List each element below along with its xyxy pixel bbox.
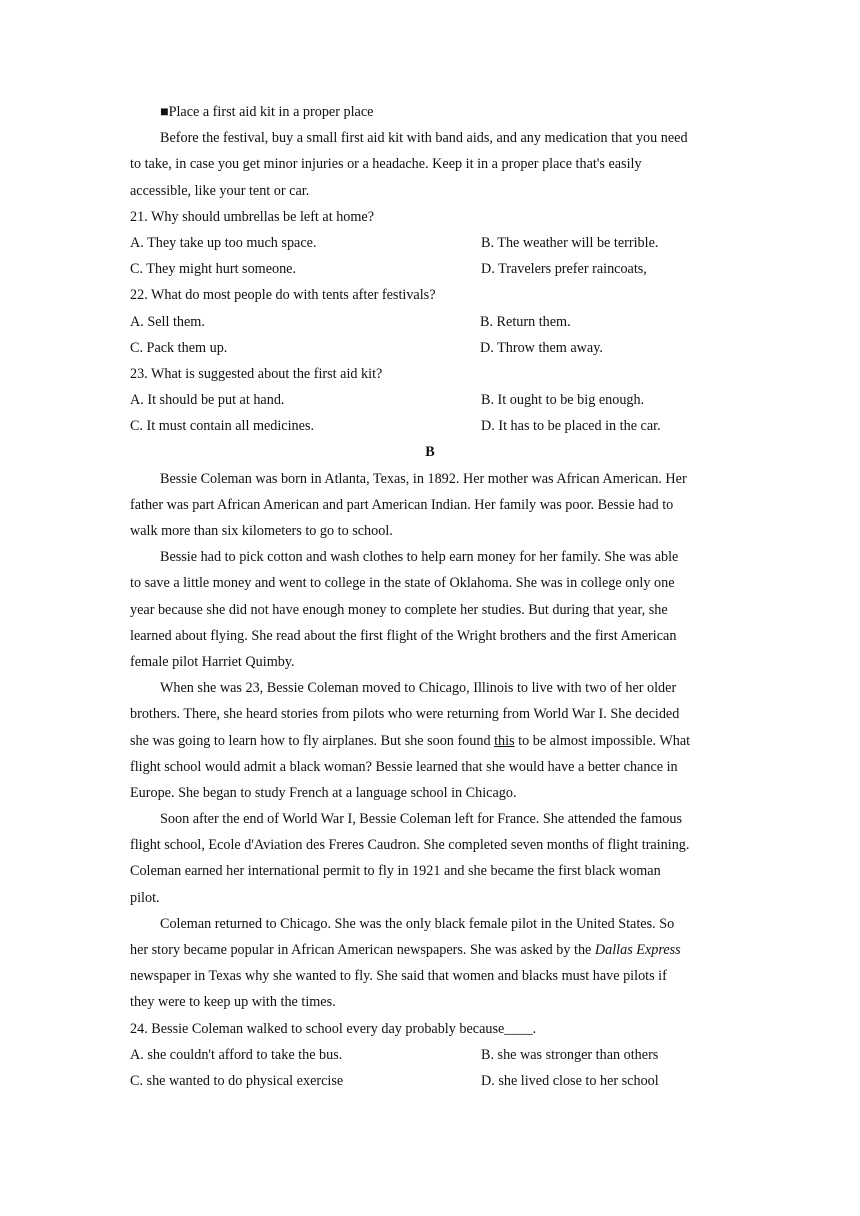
option-d: D. It has to be placed in the car. <box>481 418 661 435</box>
passage-line: they were to keep up with the times. <box>130 994 336 1011</box>
question-21-stem: 21. Why should umbrellas be left at home? <box>130 208 375 225</box>
question-22-options-row-2 <box>130 335 730 361</box>
passage-line: brothers. There, she heard stories from pilots who were returning from World War I. She decided <box>130 706 680 723</box>
option-c: C. she wanted to do physical exercise <box>130 1072 344 1089</box>
question-23-options-row-2 <box>130 413 730 439</box>
passage-line: flight school, Ecole d'Aviation des Freres Caudron. She completed seven months of flight training. <box>130 837 690 854</box>
option-a: A. It should be put at hand. <box>130 392 285 409</box>
passage-line: Bessie Coleman was born in Atlanta, Texas, in 1892. Her mother was African American. Her <box>160 470 687 487</box>
question-22-options-row-1 <box>130 309 730 335</box>
passage-line: to save a little money and went to college in the state of Oklahoma. She was in college only one <box>130 575 675 592</box>
question-21-options-row-1 <box>130 230 730 256</box>
passage-text: she was going to learn how to fly airplanes. But she soon found <box>130 732 495 749</box>
option-d: D. Throw them away. <box>480 339 603 356</box>
question-21-options-row-2 <box>130 256 730 282</box>
option-a: A. Sell them. <box>130 313 205 330</box>
tip-paragraph-line: to take, in case you get minor injuries or a headache. Keep it in a proper place that's easily <box>130 156 642 173</box>
option-a: A. she couldn't afford to take the bus. <box>130 1046 343 1063</box>
question-24-options-row-1 <box>130 1042 730 1068</box>
passage-line: Coleman returned to Chicago. She was the only black female pilot in the United States. So <box>160 915 675 932</box>
question-24-stem: 24. Bessie Coleman walked to school every day probably because____. <box>130 1020 537 1037</box>
passage-line: When she was 23, Bessie Coleman moved to Chicago, Illinois to live with two of her older <box>160 680 677 697</box>
passage-line-with-underline <box>130 728 730 754</box>
tip-paragraph-line: accessible, like your tent or car. <box>130 182 310 199</box>
question-24-options-row-2 <box>130 1068 730 1094</box>
option-d: D. she lived close to her school <box>481 1072 659 1089</box>
newspaper-title: Dallas Express <box>594 942 681 958</box>
passage-line-with-italic <box>130 937 730 963</box>
tip-paragraph-line: Before the festival, buy a small first aid kit with band aids, and any medication that you need <box>160 130 688 147</box>
document-page <box>130 99 730 1094</box>
question-22-stem: 22. What do most people do with tents after festivals? <box>130 287 436 304</box>
passage-line: year because she did not have enough money to complete her studies. But during that year, she <box>130 601 668 618</box>
option-b: B. Return them. <box>480 313 571 330</box>
option-d: D. Travelers prefer raincoats, <box>481 261 647 278</box>
passage-line: female pilot Harriet Quimby. <box>130 653 295 670</box>
passage-line: Soon after the end of World War I, Bessie Coleman left for France. She attended the famous <box>160 811 682 828</box>
option-b: B. It ought to be big enough. <box>481 392 645 409</box>
passage-line: learned about flying. She read about the first flight of the Wright brothers and the first American <box>130 627 677 644</box>
passage-line: newspaper in Texas why she wanted to fly. She said that women and blacks must have pilots if <box>130 968 667 985</box>
question-23-stem: 23. What is suggested about the first aid kit? <box>130 365 383 382</box>
passage-line: father was part African American and part American Indian. Her family was poor. Bessie had to <box>130 496 674 513</box>
section-b-heading: B <box>425 444 435 461</box>
passage-text: to be almost impossible. What <box>514 732 691 749</box>
passage-line: walk more than six kilometers to go to school. <box>130 523 393 539</box>
passage-line: pilot. <box>130 889 160 906</box>
question-23-options-row-1 <box>130 387 730 413</box>
passage-line: flight school would admit a black woman? Bessie learned that she would have a better chance in <box>130 758 678 775</box>
option-a: A. They take up too much space. <box>130 234 317 251</box>
passage-line: Coleman earned her international permit to fly in 1921 and she became the first black woman <box>130 863 661 880</box>
option-b: B. The weather will be terrible. <box>481 234 659 251</box>
passage-text: her story became popular in African American newspapers. She was asked by the <box>130 942 595 958</box>
passage-line: Europe. She began to study French at a language school in Chicago. <box>130 784 517 801</box>
option-c: C. It must contain all medicines. <box>130 418 315 435</box>
option-b: B. she was stronger than others <box>481 1046 659 1063</box>
underlined-word-this: this <box>494 732 515 749</box>
option-c: C. They might hurt someone. <box>130 261 297 278</box>
tip-heading: ■Place a first aid kit in a proper place <box>160 104 374 120</box>
passage-line: Bessie had to pick cotton and wash clothes to help earn money for her family. She was able <box>160 549 679 566</box>
option-c: C. Pack them up. <box>130 339 228 356</box>
